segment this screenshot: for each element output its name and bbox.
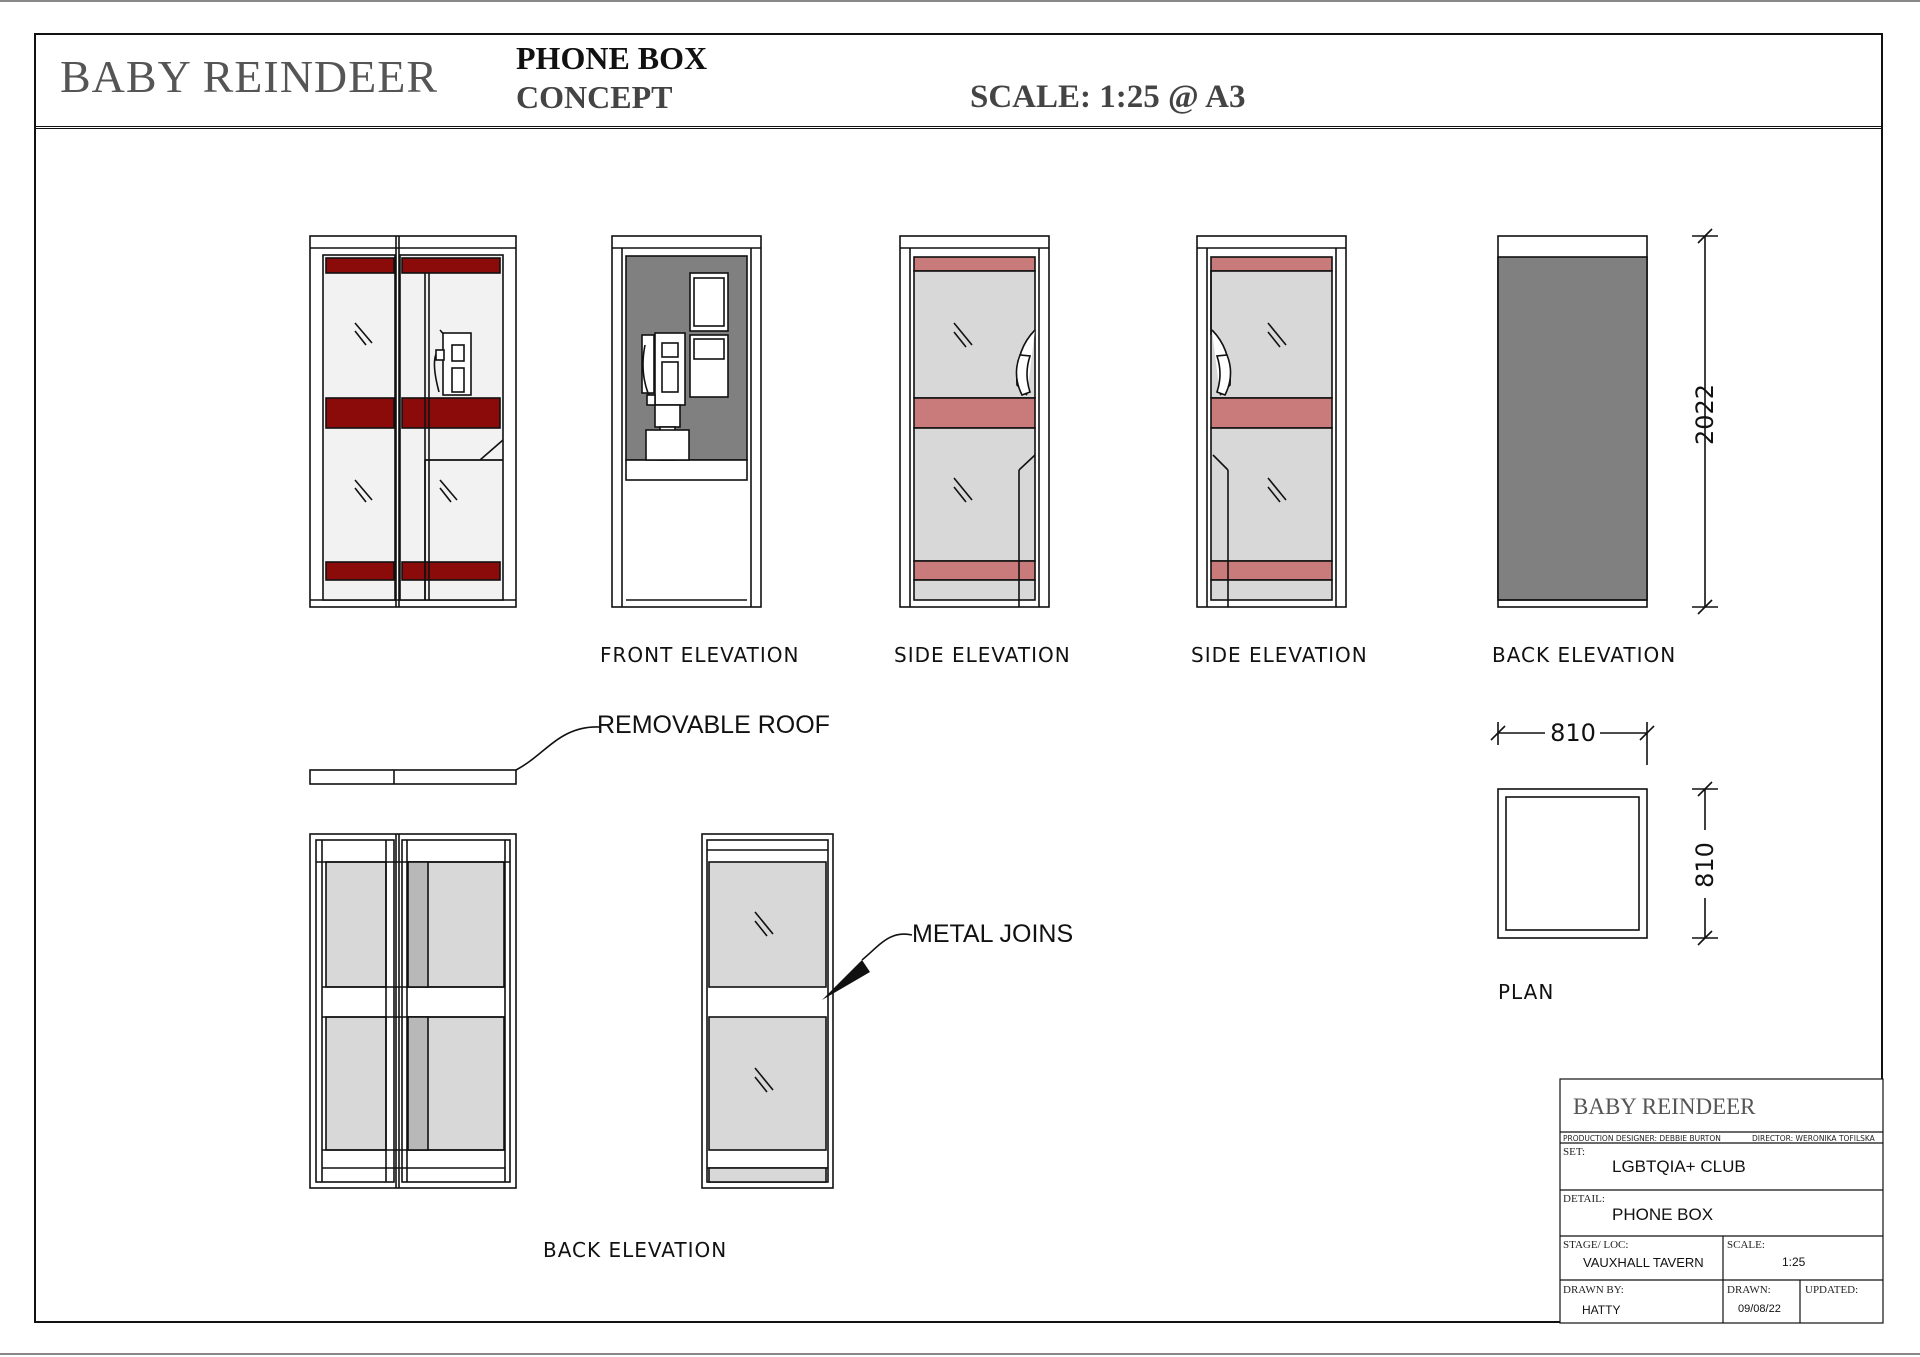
title-block-scale-value: 1:25: [1782, 1255, 1806, 1269]
label-front-elevation: FRONT ELEVATION: [600, 643, 800, 667]
title-block-scale-label: SCALE:: [1727, 1239, 1765, 1251]
label-side-elevation-1: SIDE ELEVATION: [894, 643, 1071, 667]
phone-box-front-elevation: [612, 236, 761, 607]
phone-box-back-elevation-top: [1498, 236, 1647, 607]
title-block-drawn-label: DRAWN:: [1727, 1284, 1771, 1296]
title-block-production-designer: PRODUCTION DESIGNER: DEBBIE BURTON: [1563, 1134, 1721, 1143]
phone-box-front-double: [310, 236, 516, 607]
title-block-updated-label: UPDATED:: [1805, 1284, 1859, 1296]
label-side-elevation-2: SIDE ELEVATION: [1191, 643, 1368, 667]
phone-box-back-elevation-single: [702, 834, 833, 1188]
callout-removable-roof: REMOVABLE ROOF: [597, 711, 830, 739]
dimension-depth-text: 810: [1691, 842, 1719, 888]
title-block-detail-label: DETAIL:: [1563, 1193, 1605, 1205]
label-back-elevation-top: BACK ELEVATION: [1492, 643, 1677, 667]
title-block-stage-label: STAGE/ LOC:: [1563, 1239, 1629, 1251]
metal-joins-callout: [822, 934, 912, 1000]
callout-metal-joins: METAL JOINS: [912, 920, 1074, 948]
title-block-brand: BABY REINDEER: [1573, 1094, 1756, 1119]
dimension-height-text: 2022: [1691, 383, 1719, 445]
title-block-stage-value: VAUXHALL TAVERN: [1583, 1255, 1704, 1270]
title-block-director: DIRECTOR: WERONIKA TOFILSKA: [1752, 1134, 1875, 1143]
label-back-elevation-bottom: BACK ELEVATION: [543, 1238, 728, 1262]
title-block-drawn-by-label: DRAWN BY:: [1563, 1284, 1624, 1296]
title-block-detail-value: PHONE BOX: [1612, 1205, 1714, 1224]
label-plan: PLAN: [1498, 980, 1555, 1004]
title-block-set-value: LGBTQIA+ CLUB: [1612, 1157, 1746, 1176]
header-scale: SCALE: 1:25 @ A3: [970, 79, 1246, 115]
header-brand: BABY REINDEER: [60, 51, 439, 102]
phone-box-side-elevation-1: [900, 236, 1049, 607]
title-block-set-label: SET:: [1563, 1146, 1586, 1158]
roof-callout-line: [516, 727, 600, 770]
phone-box-side-elevation-2: [1197, 236, 1346, 607]
phone-box-back-elevation-double: [310, 834, 516, 1188]
removable-roof: [310, 770, 516, 784]
header-title: PHONE BOX: [516, 40, 708, 76]
dimension-width-text: 810: [1550, 719, 1596, 747]
plan-view: [1498, 789, 1647, 938]
title-block-drawn-value: 09/08/22: [1738, 1303, 1781, 1315]
header-subtitle: CONCEPT: [516, 79, 673, 115]
title-block-drawn-by-value: HATTY: [1582, 1303, 1621, 1317]
